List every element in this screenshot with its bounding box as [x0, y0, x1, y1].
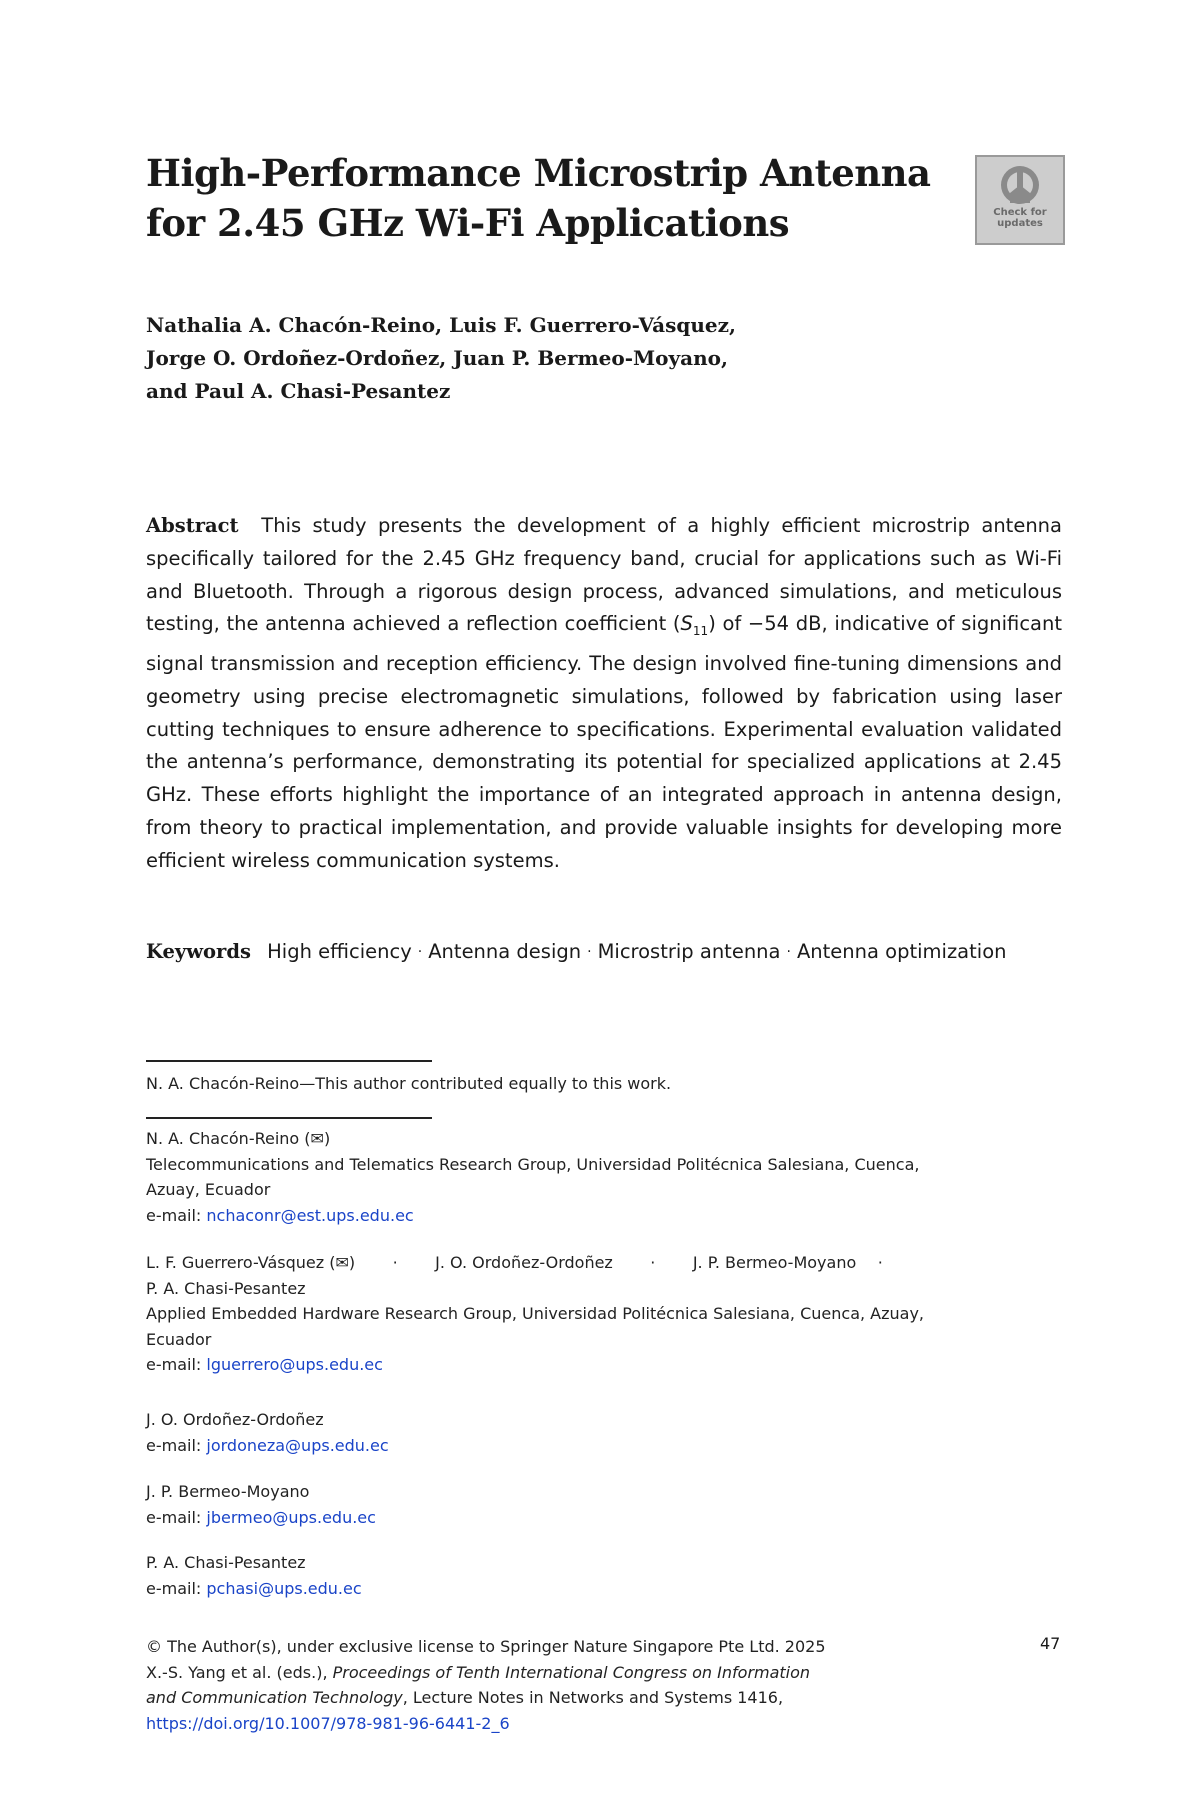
- citation-proceedings: Proceedings of Tenth International Congress on Information: [332, 1662, 811, 1682]
- badge-line-2: updates: [997, 218, 1043, 229]
- affiliation-name: P. A. Chasi-Pesantez: [146, 1278, 306, 1298]
- email-label: e-mail:: [146, 1578, 202, 1598]
- check-for-updates-badge[interactable]: [975, 155, 1065, 245]
- affiliation-name: J. O. Ordoñez-Ordoñez: [146, 1410, 324, 1429]
- keyword-separator: ·: [786, 944, 791, 960]
- contribution-footnote: [146, 1071, 1066, 1097]
- email-link[interactable]: jordoneza@ups.edu.ec: [206, 1435, 389, 1455]
- abstract-symbol: S: [680, 612, 693, 636]
- affiliation-org: Azuay, Ecuador: [146, 1180, 271, 1199]
- affiliation-block-2: [146, 1250, 1066, 1378]
- keyword-separator: ·: [417, 944, 423, 960]
- keywords: [146, 935, 1062, 969]
- affiliation-rule: [146, 1117, 432, 1119]
- page-number: 47: [1040, 1634, 1061, 1653]
- footnote-text: N. A. Chacón-Reino—This author contributed equally to this work.: [146, 1074, 672, 1093]
- affiliation-org: Ecuador: [146, 1329, 212, 1349]
- email-link[interactable]: jbermeo@ups.edu.ec: [206, 1507, 376, 1527]
- keywords-label: Keywords: [146, 940, 251, 963]
- affiliation-org: Telecommunications and Telematics Research Group, Universidad Politécnica Salesiana, Cuenca,: [146, 1154, 920, 1174]
- author-list: [146, 309, 1046, 408]
- citation-editors: X.-S. Yang et al. (eds.),: [146, 1662, 333, 1682]
- affiliation-org: Applied Embedded Hardware Research Group, Universidad Politécnica Salesiana, Cuenca, Azuay,: [146, 1304, 925, 1323]
- citation-series: , Lecture Notes in Networks and Systems 1416,: [402, 1688, 784, 1707]
- copyright-block: [146, 1634, 1066, 1736]
- keyword-item: Antenna design: [428, 940, 582, 963]
- affiliation-block-5: [146, 1550, 1066, 1601]
- footnote-rule: [146, 1060, 432, 1062]
- affiliation-name: L. F. Guerrero-Vásquez (✉): [146, 1253, 356, 1272]
- keyword-separator: ·: [587, 944, 592, 960]
- email-label: e-mail:: [146, 1355, 202, 1374]
- affiliation-block-1: [146, 1126, 1066, 1228]
- email-link[interactable]: nchaconr@est.ups.edu.ec: [206, 1205, 414, 1225]
- email-label: e-mail:: [146, 1435, 202, 1455]
- name-separator: ·: [650, 1253, 656, 1272]
- affiliation-name: J. P. Bermeo-Moyano: [692, 1253, 857, 1272]
- badge-line-1: Check for: [993, 207, 1047, 218]
- keyword-item: Microstrip antenna: [597, 940, 781, 963]
- affiliation-block-3: [146, 1407, 1066, 1458]
- affiliation-name: P. A. Chasi-Pesantez: [146, 1553, 306, 1572]
- email-link[interactable]: pchasi@ups.edu.ec: [206, 1578, 362, 1598]
- authors-line-2: Jorge O. Ordoñez-Ordoñez, Juan P. Bermeo-Moyano,: [146, 346, 728, 370]
- paper-title: [146, 148, 946, 248]
- title-line-2: for 2.45 GHz Wi-Fi Applications: [146, 201, 790, 245]
- email-link[interactable]: lguerrero@ups.edu.ec: [206, 1355, 383, 1374]
- authors-line-3: and Paul A. Chasi-Pesantez: [146, 379, 451, 403]
- title-line-1: High-Performance Microstrip Antenna: [146, 151, 931, 195]
- copyright-line: © The Author(s), under exclusive license to Springer Nature Singapore Pte Ltd. 2025: [146, 1637, 826, 1656]
- affiliation-block-4: [146, 1479, 1066, 1530]
- abstract-text-part-1: This study presents the development of a highly efficient microstrip antenna specifically tailored for the 2.45 GHz frequency band, crucial for applications such as Wi-Fi and Bluetooth. Through a rigorous design process, advanced simulations, and meticulous testing, the antenna achieved a reflection coefficient (: [146, 514, 1062, 636]
- citation-proceedings-cont: and Communication Technology: [146, 1688, 403, 1707]
- affiliation-name: J. O. Ordoñez-Ordoñez: [435, 1253, 613, 1272]
- name-separator: ·: [392, 1253, 398, 1272]
- abstract: [146, 510, 1062, 878]
- abstract-label: Abstract: [146, 514, 239, 537]
- authors-line-1: Nathalia A. Chacón-Reino, Luis F. Guerrero-Vásquez,: [146, 313, 736, 337]
- email-label: e-mail:: [146, 1507, 202, 1527]
- affiliation-name: J. P. Bermeo-Moyano: [146, 1482, 310, 1501]
- abstract-text-part-2: ) of −54 dB, indicative of significant signal transmission and reception efficiency. The design involved fine-tuning dimensions and geometry using precise electromagnetic simulations, followed by fabrication using laser cutting techniques to ensure adherence to specifications. Experimental evaluation validated the antenna’s performance, demonstrating its potential for specialized applications at 2.45 GHz. These efforts highlight the importance of an integrated approach in antenna design, from theory to practical implementation, and provide valuable insights for developing more efficient wireless communication systems.: [146, 612, 1062, 872]
- doi-link[interactable]: https://doi.org/10.1007/978-981-96-6441-2_6: [146, 1713, 510, 1733]
- abstract-subscript: 11: [692, 624, 709, 639]
- affiliation-name: N. A. Chacón-Reino (✉): [146, 1129, 331, 1148]
- name-separator: ·: [877, 1253, 883, 1272]
- keyword-item: Antenna optimization: [796, 940, 1007, 963]
- email-label: e-mail:: [146, 1205, 202, 1225]
- crossmark-icon: [998, 163, 1042, 207]
- keyword-item: High efficiency: [267, 940, 412, 963]
